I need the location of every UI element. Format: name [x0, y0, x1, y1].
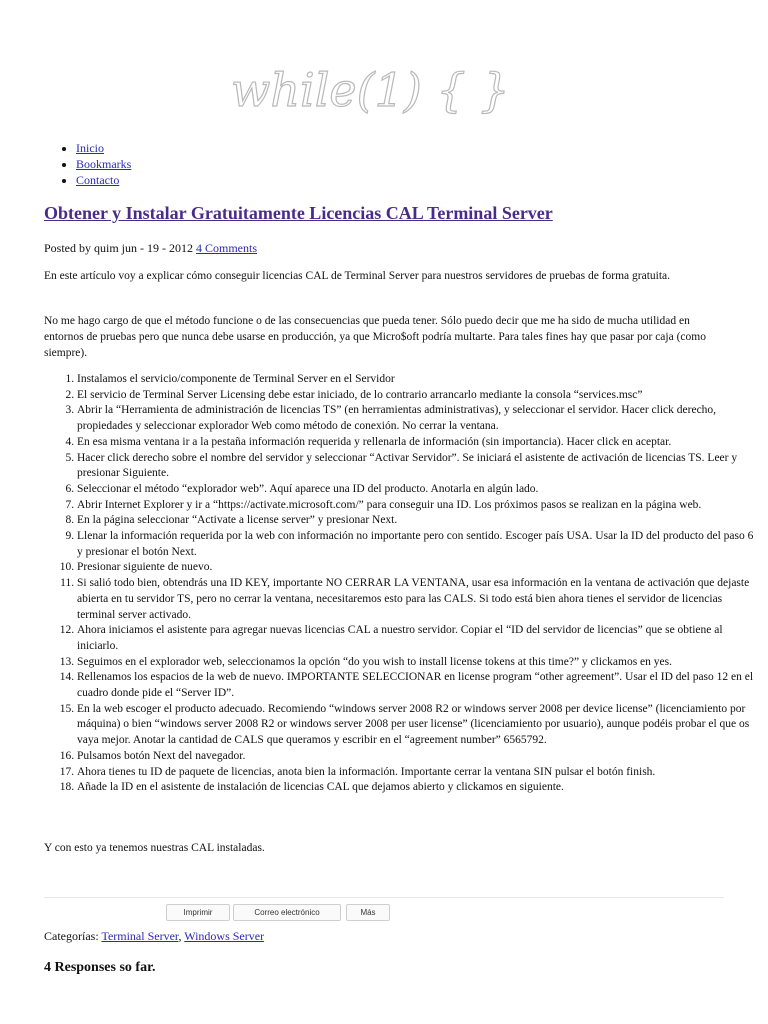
step-item: 15. En la web escoger el producto adecuado. Recomiendo “windows server 2008 R2 or windows server 2008 per device license” (licenciamiento por máquina) o bien “windows server 2008 R2 or windows server 2008 per user license” (licenciamiento por usuario), aunque podéis probar el que os vaya mejor. Anotar la cantidad de CALS que queramos y escribir en el “agreement number” 6565792.	[77, 702, 755, 749]
step-item: 3. Abrir la “Herramienta de administración de licencias TS” (en herramientas administrativas), y seleccionar el servidor. Hacer click derecho, propiedades y seleccionar explorador Web como método de conexión. No cerrar la ventana.	[77, 403, 755, 434]
category-link-terminal-server[interactable]: Terminal Server	[101, 929, 179, 943]
step-item: 8. En la página seleccionar “Activate a license server” y presionar Next.	[77, 513, 755, 529]
step-item: 9. Llenar la información requerida por la web con información no importante pero con sentido. Escoger país USA. Usar la ID del producto del paso 6 y presionar el botón Next.	[77, 529, 755, 560]
post-closing: Y con esto ya tenemos nuestras CAL instaladas.	[44, 842, 265, 854]
step-item: 11. Si salió todo bien, obtendrás una ID KEY, importante NO CERRAR LA VENTANA, usar esa información en la ventana de activación que dejaste abierta en tu servidor TS, pero no cerrar la ventana, necesitaremos esto para las CALS. Si todo está bien ahora tienes el servidor de licencias terminal server activado.	[77, 576, 755, 623]
nav-link-contacto[interactable]: Contacto	[76, 173, 120, 187]
step-item: 10. Presionar siguiente de nuevo.	[77, 560, 755, 576]
responses-heading: 4 Responses so far.	[44, 960, 156, 975]
category-separator: ,	[178, 929, 182, 943]
category-link-windows-server[interactable]: Windows Server	[184, 929, 265, 943]
comments-link[interactable]: 4 Comments	[196, 241, 258, 255]
post-meta-text: Posted by quim jun - 19 - 2012	[44, 241, 193, 255]
steps-list	[44, 372, 755, 796]
nav-item-contacto	[76, 172, 131, 188]
site-logo-graphic	[225, 60, 550, 120]
nav-link-inicio[interactable]: Inicio	[76, 141, 104, 155]
step-item: 18. Añade la ID en el asistente de instalación de licencias CAL que dejamos abierto y clickamos en siguiente.	[77, 780, 755, 796]
step-item: 2. El servicio de Terminal Server Licensing debe estar iniciado, de lo contrario arrancarlo mediante la consola “services.msc”	[77, 388, 755, 404]
main-nav	[58, 140, 131, 188]
step-item: 12. Ahora iniciamos el asistente para agregar nuevas licencias CAL a nuestro servidor. Copiar el “ID del servidor de licencias” que se obtiene al iniciarlo.	[77, 623, 755, 654]
post-meta	[44, 241, 257, 256]
step-item: 14. Rellenamos los espacios de la web de nuevo. IMPORTANTE SELECCIONAR en license program “other agreement”. Usar el ID del paso 12 en el cuadro donde pide el “Server ID”.	[77, 670, 755, 701]
print-button[interactable]: Imprimir	[166, 904, 230, 921]
nav-item-inicio	[76, 140, 131, 156]
site-logo-text: while(1) { }	[231, 63, 510, 117]
post-title[interactable]: Obtener y Instalar Gratuitamente Licencias CAL Terminal Server	[44, 203, 553, 223]
share-divider	[44, 897, 724, 898]
post-intro: En este artículo voy a explicar cómo conseguir licencias CAL de Terminal Server para nuestros servidores de pruebas de forma gratuita.	[44, 270, 671, 282]
post-disclaimer: No me hago cargo de que el método funcione o de las consecuencias que pueda tener. Sólo puedo decir que me ha sido de mucha utilidad en entornos de pruebas pero que nunca debe usarse en producción, ya que Micro$oft podría multarte. Para tales fines hay que pasar por caja (como siempre).	[44, 315, 706, 359]
nav-item-bookmarks	[76, 156, 131, 172]
site-logo[interactable]	[225, 60, 550, 120]
step-item: 4. En esa misma ventana ir a la pestaña información requerida y rellenarla de información (sin importancia). Hacer click en aceptar.	[77, 435, 755, 451]
step-item: 7. Abrir Internet Explorer y ir a “https://activate.microsoft.com/” para conseguir una ID. Los próximos pasos se realizan en la página web.	[77, 498, 755, 514]
step-item: 17. Ahora tienes tu ID de paquete de licencias, anota bien la información. Importante cerrar la ventana SIN pulsar el botón finish.	[77, 765, 755, 781]
more-button[interactable]: Más	[346, 904, 390, 921]
step-item: 5. Hacer click derecho sobre el nombre del servidor y seleccionar “Activar Servidor”. Se iniciará el asistente de activación de licencias TS. Leer y presionar Siguiente.	[77, 451, 755, 482]
categories-label: Categorías:	[44, 929, 99, 943]
step-item: 1. Instalamos el servicio/componente de Terminal Server en el Servidor	[77, 372, 755, 388]
email-button[interactable]: Correo electrónico	[233, 904, 341, 921]
step-item: 16. Pulsamos botón Next del navegador.	[77, 749, 755, 765]
step-item: 13. Seguimos en el explorador web, seleccionamos la opción “do you wish to install license tokens at this time?” y clickamos en yes.	[77, 655, 755, 671]
categories	[44, 929, 264, 944]
nav-link-bookmarks[interactable]: Bookmarks	[76, 157, 132, 171]
step-item: 6. Seleccionar el método “explorador web”. Aquí aparece una ID del producto. Anotarla en algún lado.	[77, 482, 755, 498]
